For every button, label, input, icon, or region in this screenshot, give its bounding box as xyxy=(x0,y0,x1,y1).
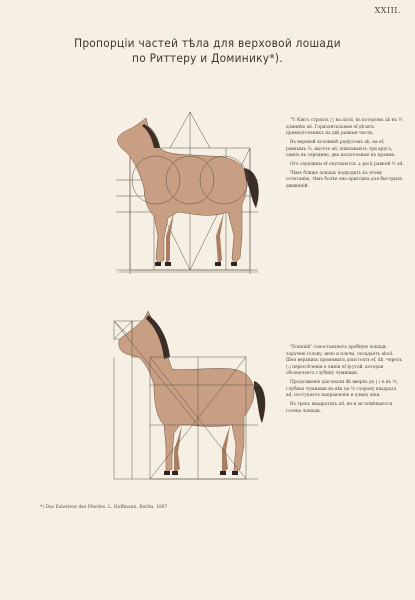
footnote: *) Das Exterieur des Pferdes. L. Hoffmann. Berlin. 1887. xyxy=(40,505,169,510)
text2-para: "Dominik" сопоставляетъ пробную лошадь задачею голову, шею и плечи, складаетъ abcd. Шея верхнихъ промежить доистоять ef, db, черезъ (.) перессѣченія e линіи ef ф-угой, которая обозначаетъ глубину чумишки. xyxy=(286,345,402,377)
plate-title xyxy=(53,36,361,66)
text1-para: Чѣмъ ближе лошадь подходить къ этому сочетанію, тѣмъ болѣе она пригодна для быстрыхъ движеній. xyxy=(286,170,403,189)
title-line-1: Пропорціи частей тѣла для верховой лошади xyxy=(74,36,341,50)
text1-para: Отъ середины ef опускаются ⊥-ры k равной ½ ad. xyxy=(290,161,404,167)
text2-para: Въ трехъ квадратахъ ad, не и ок помѣщается голова лошади. xyxy=(286,402,393,414)
horse-silhouette-2 xyxy=(119,311,266,475)
horse-silhouette-1 xyxy=(117,118,258,266)
text2-para: Продолженіе діагонали db вверхъ до (.) n въ ½, глубина чумишки на вѣк на ½ сторону квадрата ad, поступаетъ направленіе и длину шеи. xyxy=(286,380,398,399)
plate-number: XXIII. xyxy=(374,6,401,15)
text-dominik-method xyxy=(286,345,404,418)
text1-para: "V. Кінгъ строить □ на abcd, въ которомъ ab въ ½ длиннѣе ad. Горизонтальные ef дѣлять прямоугольникъ на двѣ равныя части. xyxy=(286,118,403,137)
text1-para: Въ верхней половинѣ радіусомъ ab, на ef, равнымъ ⅓, высоте ad, описываютъ три круга, одинъ въ середине, два касательные къ краямъ. xyxy=(286,139,396,159)
title-line-2: по Риттеру и Доминику*). xyxy=(132,51,283,65)
horse-figure-circles xyxy=(108,108,268,274)
text-kings-method xyxy=(286,118,404,193)
horse-figure-grid xyxy=(108,285,268,485)
